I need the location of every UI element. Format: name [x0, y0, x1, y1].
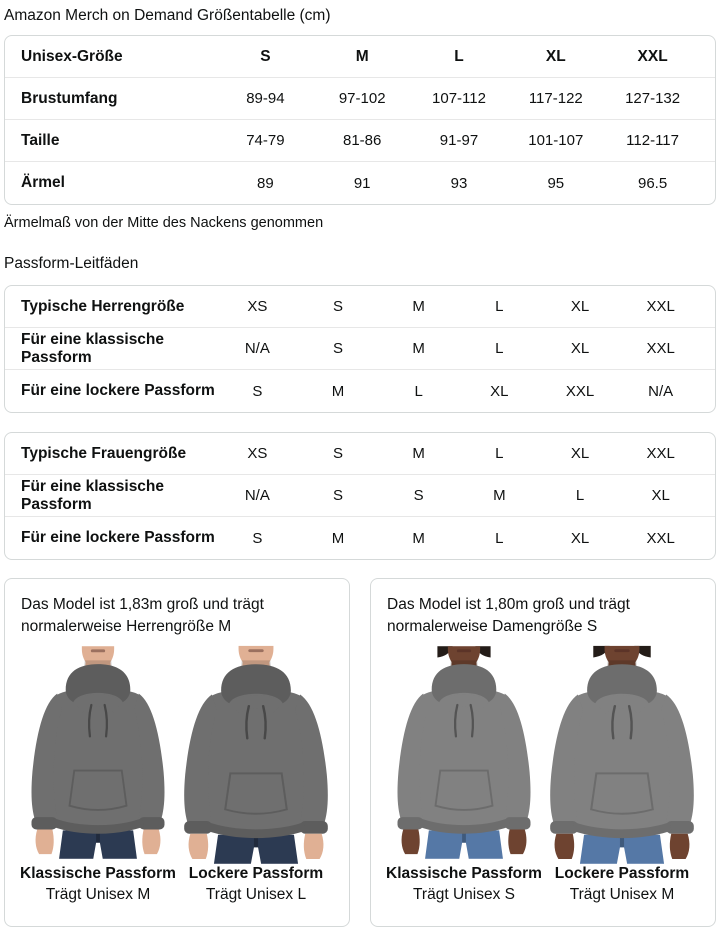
- fit-caption: Lockere Passform: [188, 865, 324, 882]
- table-row: [5, 517, 715, 559]
- value-cell: N/A: [244, 340, 270, 357]
- table-row: [5, 433, 715, 475]
- fit-caption: Klassische Passform: [20, 865, 176, 882]
- value-cell: S: [252, 382, 263, 400]
- value-cell: XXL: [646, 298, 675, 315]
- fit-guide-table-women: [4, 432, 716, 560]
- size-caption: Trägt Unisex S: [413, 886, 515, 903]
- model-figure-loose: [177, 646, 335, 905]
- hoodie-model-illustration: [388, 646, 540, 859]
- row-label: Für eine lockere Passform: [21, 382, 215, 399]
- value-cell: 89: [257, 174, 274, 192]
- value-cell: XXL: [646, 340, 675, 357]
- value-cell: M: [412, 298, 425, 315]
- value-cell: M: [331, 382, 345, 400]
- hoodie-model-illustration: [22, 646, 174, 859]
- value-cell: 96.5: [637, 174, 668, 192]
- value-cell: M: [331, 529, 345, 547]
- value-cell: 101-107: [528, 132, 584, 149]
- value-cell: 112-117: [626, 132, 679, 149]
- value-cell: XL: [490, 382, 509, 400]
- table-row: [5, 286, 715, 328]
- size-header-cell: XL: [545, 47, 566, 65]
- row-label: Für eine klassische Passform: [21, 330, 165, 366]
- model-description: Das Model ist 1,83m groß und trägt normalerweise Herrengröße M: [21, 596, 264, 635]
- sleeve-measure-footnote: Ärmelmaß von der Mitte des Nackens genommen: [4, 215, 324, 231]
- value-cell: S: [332, 487, 343, 504]
- value-cell: L: [414, 382, 423, 400]
- row-label: Unisex-Größe: [21, 47, 123, 65]
- size-header-cell: L: [454, 47, 464, 65]
- value-cell: XL: [570, 529, 590, 547]
- value-cell: S: [413, 487, 424, 504]
- value-cell: 91-97: [439, 132, 479, 149]
- row-label: Ärmel: [21, 174, 65, 191]
- value-cell: S: [252, 529, 263, 547]
- fit-guide-table-men: [4, 285, 716, 413]
- value-cell: XS: [247, 298, 268, 315]
- row-label: Taille: [21, 131, 60, 149]
- hoodie-model-photo: [386, 646, 542, 859]
- row-label: Typische Herrengröße: [21, 297, 185, 315]
- row-label: Typische Frauengröße: [21, 444, 187, 462]
- value-cell: 97-102: [338, 90, 386, 107]
- value-cell: XXL: [565, 382, 595, 400]
- model-figure-loose: [543, 646, 701, 905]
- table-row-sleeve: [5, 162, 715, 204]
- size-table-header-row: [5, 36, 715, 78]
- value-cell: L: [495, 340, 504, 357]
- value-cell: XL: [570, 340, 590, 357]
- value-cell: S: [332, 445, 343, 462]
- value-cell: M: [493, 487, 506, 504]
- table-row: [5, 328, 715, 370]
- value-cell: 93: [450, 174, 468, 192]
- value-cell: XXL: [646, 445, 675, 462]
- fit-caption: Lockere Passform: [554, 865, 690, 882]
- model-figure-classic: [19, 646, 177, 905]
- value-cell: M: [412, 340, 425, 357]
- table-row: [5, 475, 715, 517]
- value-cell: S: [332, 340, 343, 357]
- value-cell: M: [412, 529, 425, 547]
- value-cell: XXL: [646, 529, 675, 547]
- value-cell: L: [575, 487, 585, 504]
- model-card-women: [370, 578, 716, 927]
- model-card-men: [4, 578, 350, 927]
- value-cell: 89-94: [246, 90, 285, 107]
- size-caption: Trägt Unisex M: [569, 886, 675, 903]
- value-cell: XL: [570, 298, 590, 315]
- size-header-cell: M: [355, 47, 369, 65]
- value-cell: L: [495, 298, 504, 315]
- model-description: Das Model ist 1,80m groß und trägt normalerweise Damengröße S: [387, 596, 630, 635]
- value-cell: 117-122: [528, 90, 583, 107]
- table-row: [5, 370, 715, 412]
- table-row-waist: [5, 120, 715, 162]
- value-cell: XL: [651, 487, 670, 504]
- size-caption: Trägt Unisex L: [205, 886, 307, 903]
- hoodie-model-photo: [544, 646, 700, 859]
- value-cell: 81-86: [343, 132, 382, 149]
- value-cell: L: [495, 445, 504, 462]
- value-cell: XS: [247, 445, 268, 462]
- value-cell: 74-79: [246, 132, 285, 149]
- value-cell: XL: [570, 445, 590, 462]
- fit-caption: Klassische Passform: [386, 865, 542, 882]
- value-cell: L: [495, 529, 504, 547]
- value-cell: N/A: [648, 382, 674, 400]
- value-cell: 95: [547, 174, 565, 192]
- figures-row: [385, 646, 701, 905]
- fit-guides-heading: Passform-Leitfäden: [4, 255, 139, 272]
- hoodie-model-illustration: [174, 646, 338, 864]
- value-cell: M: [412, 445, 425, 462]
- table-row-chest: [5, 78, 715, 120]
- size-header-cell: S: [260, 47, 271, 65]
- hoodie-model-photo: [20, 646, 176, 859]
- model-figure-classic: [385, 646, 543, 905]
- model-cards: [4, 578, 716, 927]
- row-label: Brustumfang: [21, 89, 118, 107]
- size-table: [4, 35, 716, 205]
- row-label: Für eine lockere Passform: [21, 529, 215, 546]
- page-title: Amazon Merch on Demand Größentabelle (cm): [4, 7, 331, 24]
- value-cell: N/A: [244, 487, 270, 504]
- figures-row: [19, 646, 335, 905]
- hoodie-model-illustration: [540, 646, 704, 864]
- size-header-cell: XXL: [637, 47, 668, 65]
- value-cell: 107-112: [432, 90, 486, 107]
- row-label: Für eine klassische Passform: [21, 477, 165, 513]
- value-cell: 127-132: [625, 90, 681, 107]
- value-cell: S: [332, 298, 343, 315]
- hoodie-model-photo: [178, 646, 334, 859]
- value-cell: 91: [353, 174, 371, 192]
- size-caption: Trägt Unisex M: [45, 886, 151, 903]
